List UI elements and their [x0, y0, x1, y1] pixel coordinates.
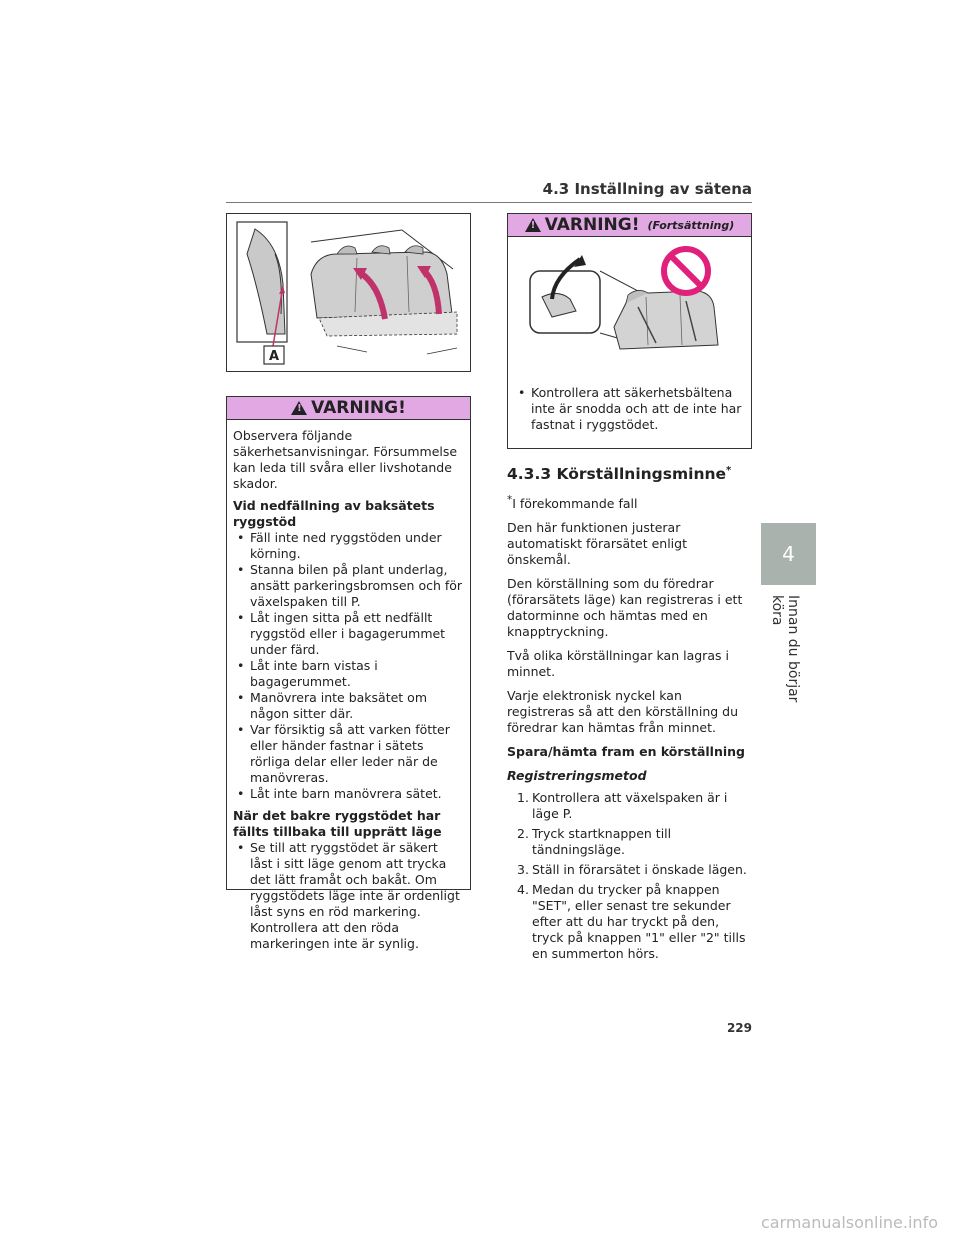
step-number: 4. — [517, 882, 529, 898]
warning-header — [227, 397, 470, 420]
step-item — [507, 862, 753, 878]
paragraph: Den körställning som du föredrar (förarsätets läge) kan registreras i ett datorminne och hämtas med en knapptryckning. — [507, 576, 743, 640]
warning-title: VARNING! — [544, 215, 640, 235]
step-number: 3. — [517, 862, 529, 878]
warning-body — [227, 420, 470, 964]
chapter-number: 4 — [782, 542, 795, 566]
section-title-asterisk: * — [726, 465, 732, 476]
warning-box-continued — [507, 213, 752, 449]
page-number: 229 — [726, 1021, 752, 1035]
list-item: • Manövrera inte baksätet om någon sitter där. — [233, 690, 464, 722]
step-item — [507, 882, 753, 962]
footnote-mark: * — [507, 494, 513, 507]
warning-heading-folding: Vid nedfällning av baksätets ryggstöd — [233, 498, 435, 529]
steps-list — [507, 790, 753, 962]
list-item: • Fäll inte ned ryggstöden under körning. — [233, 530, 464, 562]
section-title-text: 4.3.3 Körställningsminne — [507, 465, 727, 484]
step-item — [507, 790, 753, 822]
list-item: • Var försiktig så att varken fötter eller händer fastnar i sätets rörliga delar eller leder när de manövreras. — [233, 722, 464, 786]
paragraph: Den här funktionen justerar automatiskt förarsätet enligt önskemål. — [507, 520, 687, 568]
warning-triangle-icon — [525, 218, 541, 232]
chapter-label: Innan du börjar köra — [769, 595, 801, 703]
warning-header — [508, 214, 751, 237]
rear-seat-fold-illustration — [226, 213, 471, 372]
paragraph: Varje elektronisk nyckel kan registreras så att den körställning du föredrar kan hämtas från minnet. — [507, 688, 738, 736]
footnote — [507, 492, 753, 512]
sub-heading: Spara/hämta fram en körställning — [507, 744, 745, 760]
step-text: Medan du trycker på knappen "SET", eller senast tre sekunder efter att du har tryckt på den, tryck på knappen "1" eller "2" tills en summerton hörs. — [532, 882, 746, 962]
warning-body — [508, 381, 751, 445]
step-item — [507, 826, 753, 858]
warning-heading-upright: När det bakre ryggstödet har fällts tillbaka till upprätt läge — [233, 808, 442, 839]
footnote-text: I förekommande fall — [512, 496, 638, 512]
warning-list-folding — [233, 530, 464, 802]
warning-box-seat-folding — [226, 396, 471, 951]
step-text: Kontrollera att växelspaken är i läge P. — [532, 790, 728, 822]
warning-intro: Observera följande säkerhetsanvisningar. Försummelse kan leda till svåra eller livshotande skador. — [233, 428, 458, 491]
header-divider — [226, 202, 752, 203]
method-heading: Registreringsmetod — [507, 768, 647, 784]
list-item: • Kontrollera att säkerhetsbältena inte är snodda och att de inte har fastnat i ryggstödet. — [514, 385, 745, 433]
warning-title: VARNING! — [311, 398, 406, 418]
warning-triangle-icon — [291, 401, 307, 415]
seatbelt-illustration — [508, 237, 751, 377]
section-header-title: 4.3 Inställning av sätena — [542, 180, 752, 198]
chapter-tab — [761, 523, 816, 585]
list-item: • Låt inte barn vistas i bagagerummet. — [233, 658, 464, 690]
step-text: Ställ in förarsätet i önskade lägen. — [532, 862, 747, 878]
section-title — [507, 463, 753, 482]
watermark: carmanualsonline.info — [760, 1213, 938, 1232]
warning-continued-label: (Fortsättning) — [647, 218, 735, 232]
step-number: 1. — [517, 790, 529, 806]
list-item: • Se till att ryggstödet är säkert låst i sitt läge genom att trycka det lätt framåt och bakåt. Om ryggstödets läge inte är ordenligt låst syns en röd markering. Kontrollera att den röda markeringen inte är synlig. — [233, 840, 464, 952]
step-number: 2. — [517, 826, 529, 842]
paragraph: Två olika körställningar kan lagras i minnet. — [507, 648, 729, 680]
list-item: • Låt inte barn manövrera sätet. — [233, 786, 464, 802]
warning-list-upright — [233, 840, 464, 952]
list-item: • Låt ingen sitta på ett nedfällt ryggstöd eller i bagagerummet under färd. — [233, 610, 464, 658]
callout-letter: A — [269, 349, 280, 364]
rear-seat-drawing — [227, 214, 470, 371]
list-item: • Stanna bilen på plant underlag, ansätt parkeringsbromsen och för växelspaken till P. — [233, 562, 464, 610]
warning-list-seatbelts — [514, 385, 745, 433]
step-text: Tryck startknappen till tändningsläge. — [532, 826, 672, 858]
memory-section — [507, 463, 753, 966]
